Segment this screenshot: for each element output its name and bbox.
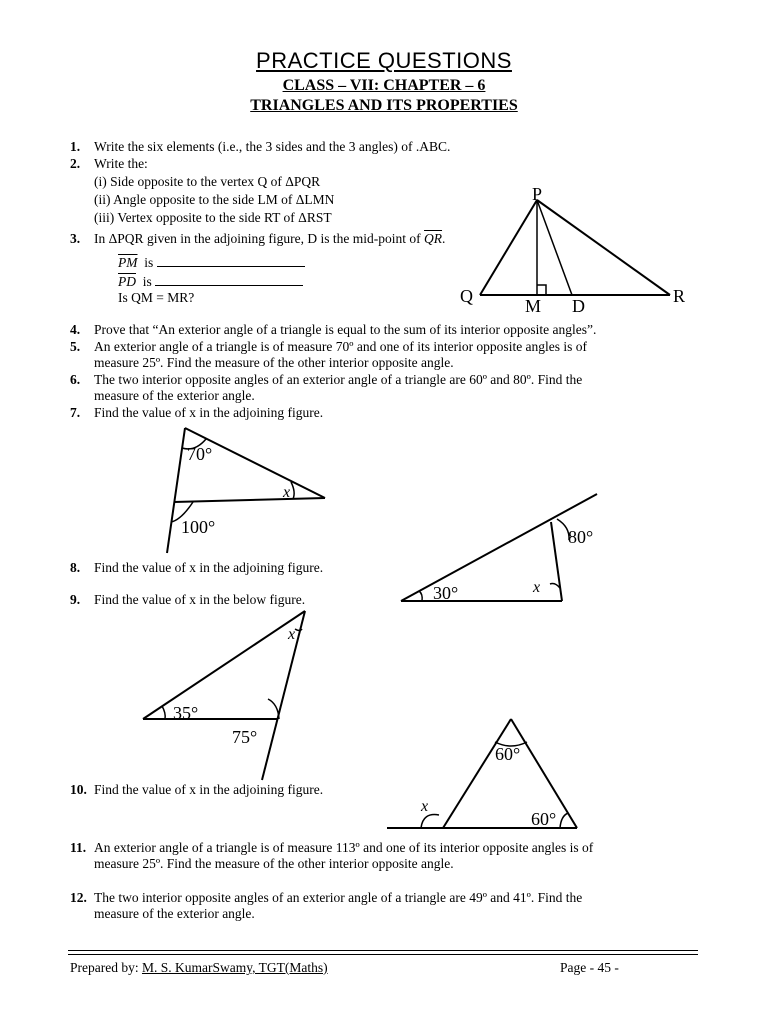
q3-pd-line: $\overline{PD}$ is [118,273,303,290]
q12-line1: The two interior opposite angles of an exterior angle of a triangle are 49º and 41º. Find the [94,890,583,905]
fig9-angle-75: 75° [232,727,258,747]
fig8-angle-30: 30° [433,583,459,603]
q2-part-ii: (ii) Angle opposite to the side LM of ΔLMN [94,192,335,207]
q6-line1: The two interior opposite angles of an exterior angle of a triangle are 60º and 80º. Find the [94,372,583,387]
q7-text: Find the value of x in the adjoining figure. [94,405,324,420]
label-d: D [572,296,585,315]
q5-line1: An exterior angle of a triangle is of measure 70º and one of its interior opposite angles is of [94,339,588,354]
q4-number: 4. [70,322,81,337]
q9-text: Find the value of x in the below figure. [94,592,306,607]
page-number: Page - 45 - [560,960,619,975]
q4-text: Prove that “An exterior angle of a triangle is equal to the sum of its interior opposite angles”. [94,322,597,337]
q1-text: Write the six elements (i.e., the 3 sides and the 3 angles) of .ABC. [94,139,451,154]
q6-number: 6. [70,372,81,387]
q2-part-i: (i) Side opposite to the vertex Q of ΔPQR [94,174,321,189]
q2-part-iii: (iii) Vertex opposite to the side RT of ΔRST [94,210,332,225]
footer-rule-top [68,950,698,951]
q12-number: 12. [70,890,87,905]
label-m: M [525,296,542,315]
answer-blank-pm [157,254,305,267]
q11-line1: An exterior angle of a triangle is of measure 113º and one of its interior opposite angles is of [94,840,594,855]
figure-q9 [135,605,325,785]
segment-qr: $\overline{QR}$ [424,231,443,246]
fig7-angle-x: x [283,484,291,501]
label-r: R [673,286,686,306]
q3-pm-line: $\overline{PM}$ is [118,254,305,271]
fig10-angle-60-base: 60° [531,809,557,829]
q3-question: Is QM = MR? [118,290,195,305]
footer-credit: Prepared by: M. S. KumarSwamy, TGT(Maths) [70,960,328,975]
q10-text: Find the value of x in the adjoining figure. [94,782,324,797]
q1-number: 1. [70,139,81,154]
fig10-angle-60-top: 60° [495,744,521,764]
class-heading: CLASS – VII: CHAPTER – 6 [282,77,486,94]
footer-rule-bottom [68,954,698,955]
q10-number: 10. [70,782,87,797]
fig8-angle-x: x [533,579,541,596]
fig9-angle-35: 35° [173,703,199,723]
q11-line2: measure 25º. Find the measure of the other interior opposite angle. [94,856,454,871]
answer-blank-pd [155,273,303,286]
q8-number: 8. [70,560,81,575]
q5-number: 5. [70,339,81,354]
q5-line2: measure 25º. Find the measure of the other interior opposite angle. [94,355,454,370]
q3-text: In ΔPQR given in the adjoining figure, D is the mid-point of $\overline{QR}$. [94,231,446,246]
label-p: P [532,184,543,204]
figure-q7 [155,418,335,558]
figure-q10 [385,712,585,834]
q2-number: 2. [70,156,81,171]
q12-line2: measure of the exterior angle. [94,906,255,921]
author-name: M. S. KumarSwamy, TGT(Maths) [141,960,328,975]
q6-line2: measure of the exterior angle. [94,388,255,403]
q11-number: 11. [70,840,87,855]
label-q: Q [460,286,473,306]
page-title: PRACTICE QUESTIONS [256,48,512,73]
fig10-angle-x: x [421,798,429,815]
fig9-angle-x: x [288,626,296,643]
fig8-angle-80: 80° [568,527,594,547]
fig7-angle-100: 100° [181,517,216,537]
q7-number: 7. [70,405,81,420]
figure-triangle-pqr [450,180,700,315]
q8-text: Find the value of x in the adjoining figure. [94,560,324,575]
q3-number: 3. [70,231,81,246]
fig7-angle-70: 70° [187,444,213,464]
q2-text: Write the: [94,156,148,171]
q9-number: 9. [70,592,81,607]
chapter-heading: TRIANGLES AND ITS PROPERTIES [250,97,518,114]
figure-q8 [395,488,605,606]
